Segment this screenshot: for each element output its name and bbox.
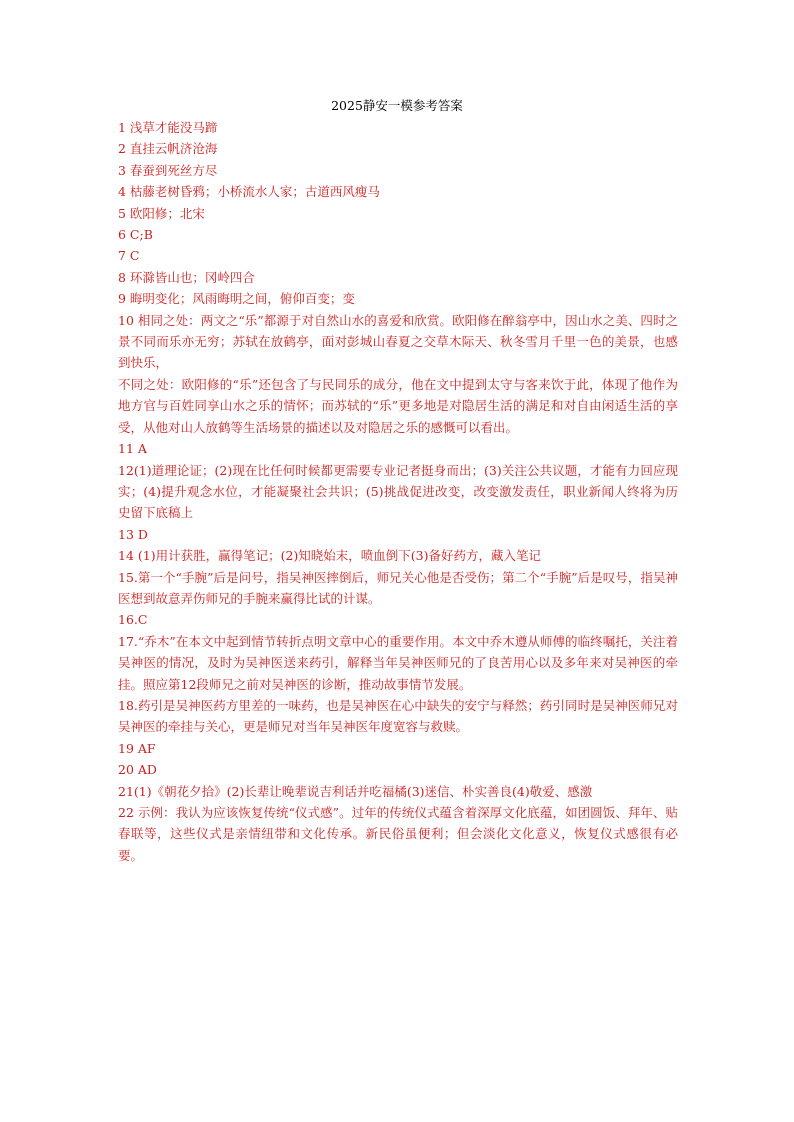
answer-item: 16.C — [118, 612, 148, 628]
answer-item: 不同之处：欧阳修的“乐”还包含了与民同乐的成分，他在文中提到太守与客来饮于此，体现了他作为地方官与百姓同享山水之乐的情怀；而苏轼的“乐”更多地是对隐居生活的满足和对自由闲适生活的享受，从他对山人放鹤等生活场景的描述以及对隐居之乐的感慨可以看出。 — [118, 376, 678, 435]
answer-item: 21(1)《朝花夕拾》(2)长辈让晚辈说吉利话并吃福橘(3)迷信、朴实善良(4)敬爱、感激 — [118, 783, 593, 799]
answer-item: 8 环滁皆山也；冈岭四合 — [118, 269, 255, 285]
answer-item: 6 C;B — [118, 227, 153, 243]
document-title: 2025静安一模参考答案 — [331, 98, 463, 113]
answer-item: 15.第一个“手腕”后是问号，指吴神医摔倒后，师兄关心他是否受伤；第二个“手腕”后是叹号，指吴神医想到故意弄伤师兄的手腕来赢得比试的计谋。 — [118, 569, 678, 606]
answer-item: 12(1)道理论证；(2)现在比任何时候都更需要专业记者挺身而出；(3)关注公共议题，才能有力回应现实；(4)提升观念水位，才能凝聚社会共识；(5)挑战促进改变，改变激发责任，职业新闻人终将为历史留下底稿上 — [118, 462, 678, 521]
answer-item: 20 AD — [118, 762, 157, 778]
answer-item: 9 晦明变化；风雨晦明之间，俯仰百变；变 — [118, 291, 355, 307]
answer-item: 10 相同之处：两文之“乐”都源于对自然山水的喜爱和欣赏。欧阳修在醉翁亭中，因山水之美、四时之景不同而乐亦无穷；苏轼在放鹤亭，面对彭城山春夏之交草木际天、秋冬雪月千里一色的美景，也感到快乐， — [118, 312, 678, 371]
answer-item: 1 浅草才能没马蹄 — [118, 120, 218, 135]
answer-item: 7 C — [118, 248, 140, 264]
answer-item: 5 欧阳修；北宋 — [118, 205, 205, 221]
answer-item: 11 A — [118, 441, 147, 457]
answer-item: 4 枯藤老树昏鸦；小桥流水人家；古道西风瘦马 — [118, 184, 380, 200]
answer-item: 14 (1)用计获胜，赢得笔记；(2)知晓始末，喷血倒下(3)备好药方，藏入笔记 — [118, 548, 541, 564]
answer-item: 18.药引是吴神医药方里差的一味药，也是吴神医在心中缺失的安宁与释然；药引同时是吴神医师兄对吴神医的牵挂与关心，更是师兄对当年吴神医年度宽容与救赎。 — [118, 697, 678, 735]
answer-list — [118, 117, 678, 866]
answer-item: 2 直挂云帆济沧海 — [118, 141, 218, 157]
answer-item: 22 示例：我认为应该恢复传统“仪式感”。过年的传统仪式蕴含着深厚文化底蕴，如团圆饭、拜年、贴春联等，这些仪式是亲情纽带和文化传承。新民俗虽便利；但会淡化文化意义，恢复仪式感很有必要。 — [118, 805, 678, 863]
answer-item: 13 D — [118, 526, 148, 542]
answer-item: 3 春蚕到死丝方尽 — [118, 162, 218, 178]
answer-item: 17.“乔木”在本文中起到情节转折点明文章中心的重要作用。本文中乔木遵从师傅的临终嘱托，关注着吴神医的情况，及时为吴神医送来药引，解释当年吴神医师兄的了良苦用心以及多年来对吴神医的牵挂。照应第12段师兄之前对吴神医的诊断，推动故事情节发展。 — [118, 633, 678, 692]
answer-item: 19 AF — [118, 740, 156, 756]
